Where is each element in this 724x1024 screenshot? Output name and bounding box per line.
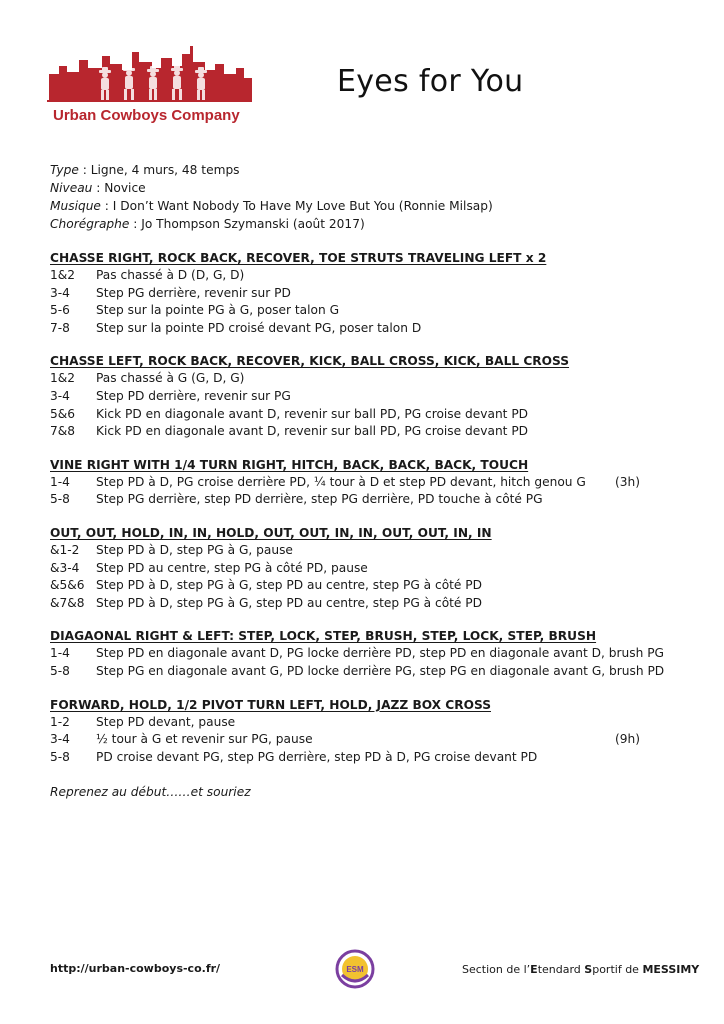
step-description: Step PD à D, step PG à G, step PD au centre, step PG à côté PD (96, 578, 483, 593)
section-title: OUT, OUT, HOLD, IN, IN, HOLD, OUT, OUT, IN, IN, OUT, OUT, IN, IN (50, 525, 492, 540)
section (50, 249, 690, 337)
step-wall: (9h) (615, 732, 640, 747)
step-description: Kick PD en diagonale avant D, revenir sur ball PD, PG croise devant PD (96, 424, 529, 439)
esm-badge-icon (335, 949, 375, 989)
section (50, 524, 690, 612)
logo (47, 44, 252, 129)
step-count: &3-4 (50, 560, 80, 575)
step-description: Step PD derrière, revenir sur PG (96, 388, 291, 403)
city-skyline-cowboys-icon (47, 44, 252, 102)
step-count: 5&6 (50, 406, 76, 421)
step-description: Step PG en diagonale avant G, PD locke derrière PG, step PG en diagonale avant G, brush PD (96, 663, 665, 678)
step-row (50, 370, 690, 388)
step-row (50, 749, 690, 767)
step-description: Step PG derrière, revenir sur PD (96, 285, 291, 300)
info-choreographer: Chorégraphe : Jo Thompson Szymanski (août 2017) (50, 217, 365, 231)
step-description: Step PG derrière, step PD derrière, step PG derrière, PD touche à côté PG (96, 492, 543, 507)
step-count: 3-4 (50, 732, 70, 747)
step-row (50, 542, 690, 560)
step-count: &5&6 (50, 578, 85, 593)
section-title: DIAGAONAL RIGHT & LEFT: STEP, LOCK, STEP, BRUSH, STEP, LOCK, STEP, BRUSH (50, 629, 597, 644)
footer-section-label: Section de l’Etendard Sportif de MESSIMY (462, 963, 700, 976)
step-row (50, 560, 690, 578)
step-row (50, 577, 690, 595)
step-count: 5-8 (50, 492, 70, 507)
step-row (50, 320, 690, 338)
info-music: Musique : I Don’t Want Nobody To Have My Love But You (Ronnie Milsap) (50, 199, 493, 213)
badge-text: ESM (346, 965, 364, 974)
step-wall: (3h) (615, 474, 640, 489)
step-description: Kick PD en diagonale avant D, revenir sur ball PD, PG croise devant PD (96, 406, 529, 421)
step-description: PD croise devant PG, step PG derrière, step PD à D, PG croise devant PD (96, 749, 538, 764)
step-row (50, 302, 690, 320)
step-description: Pas chassé à D (D, G, D) (96, 268, 245, 282)
step-row (50, 714, 690, 732)
step-row (50, 388, 690, 406)
section-title: FORWARD, HOLD, 1/2 PIVOT TURN LEFT, HOLD, JAZZ BOX CROSS (50, 697, 491, 712)
step-count: 3-4 (50, 388, 70, 403)
step-count: 5-8 (50, 749, 70, 764)
info-level: Niveau : Novice (50, 181, 146, 195)
section (50, 352, 690, 440)
step-row (50, 731, 690, 749)
step-count: 5-6 (50, 303, 70, 318)
step-count: 1-4 (50, 646, 70, 661)
step-row (50, 474, 690, 492)
step-description: Step PD à D, step PG à G, pause (96, 542, 293, 557)
ending-note: Reprenez au début……et souriez (50, 785, 251, 799)
section-title: VINE RIGHT WITH 1/4 TURN RIGHT, HITCH, BACK, BACK, BACK, TOUCH (50, 457, 529, 472)
step-row (50, 285, 690, 303)
step-description: Step sur la pointe PG à G, poser talon G (96, 303, 340, 318)
step-count: 3-4 (50, 285, 70, 300)
step-count: &1-2 (50, 542, 80, 557)
step-description: Step PD à D, PG croise derrière PD, ¼ tour à D et step PD devant, hitch genou G (96, 474, 586, 489)
step-count: 1&2 (50, 371, 76, 386)
step-count: 1-4 (50, 474, 70, 489)
dance-info (50, 161, 493, 233)
section-title: CHASSE LEFT, ROCK BACK, RECOVER, KICK, BALL CROSS, KICK, BALL CROSS (50, 354, 570, 369)
section-title: CHASSE RIGHT, ROCK BACK, RECOVER, TOE STRUTS TRAVELING LEFT x 2 (50, 251, 547, 265)
step-description: Step PD à D, step PG à G, step PD au centre, step PG à côté PD (96, 595, 483, 610)
step-row (50, 491, 690, 509)
step-row (50, 645, 690, 663)
step-row (50, 595, 690, 613)
step-row (50, 267, 690, 285)
step-count: &7&8 (50, 595, 85, 610)
footer-url-link[interactable]: http://urban-cowboys-co.fr/ (50, 962, 221, 975)
step-count: 7&8 (50, 424, 76, 439)
step-sections (50, 249, 690, 781)
info-type: Type : Ligne, 4 murs, 48 temps (50, 163, 240, 177)
step-row (50, 663, 690, 681)
step-description: Step PD au centre, step PG à côté PD, pause (96, 560, 368, 575)
page-title: Eyes for You (337, 64, 524, 99)
section (50, 456, 690, 509)
logo-text: Urban Cowboys Company (53, 107, 240, 124)
step-count: 1&2 (50, 268, 76, 282)
step-description: Step sur la pointe PD croisé devant PG, poser talon D (96, 320, 422, 335)
step-count: 7-8 (50, 320, 70, 335)
step-row (50, 423, 690, 441)
step-description: Step PD devant, pause (96, 714, 236, 729)
step-count: 1-2 (50, 714, 70, 729)
section (50, 627, 690, 680)
step-description: ½ tour à G et revenir sur PG, pause (96, 732, 313, 747)
step-description: Pas chassé à G (G, D, G) (96, 371, 245, 386)
step-description: Step PD en diagonale avant D, PG locke derrière PD, step PD en diagonale avant D, brush PG (96, 646, 664, 661)
step-count: 5-8 (50, 663, 70, 678)
step-row (50, 406, 690, 424)
section (50, 696, 690, 767)
